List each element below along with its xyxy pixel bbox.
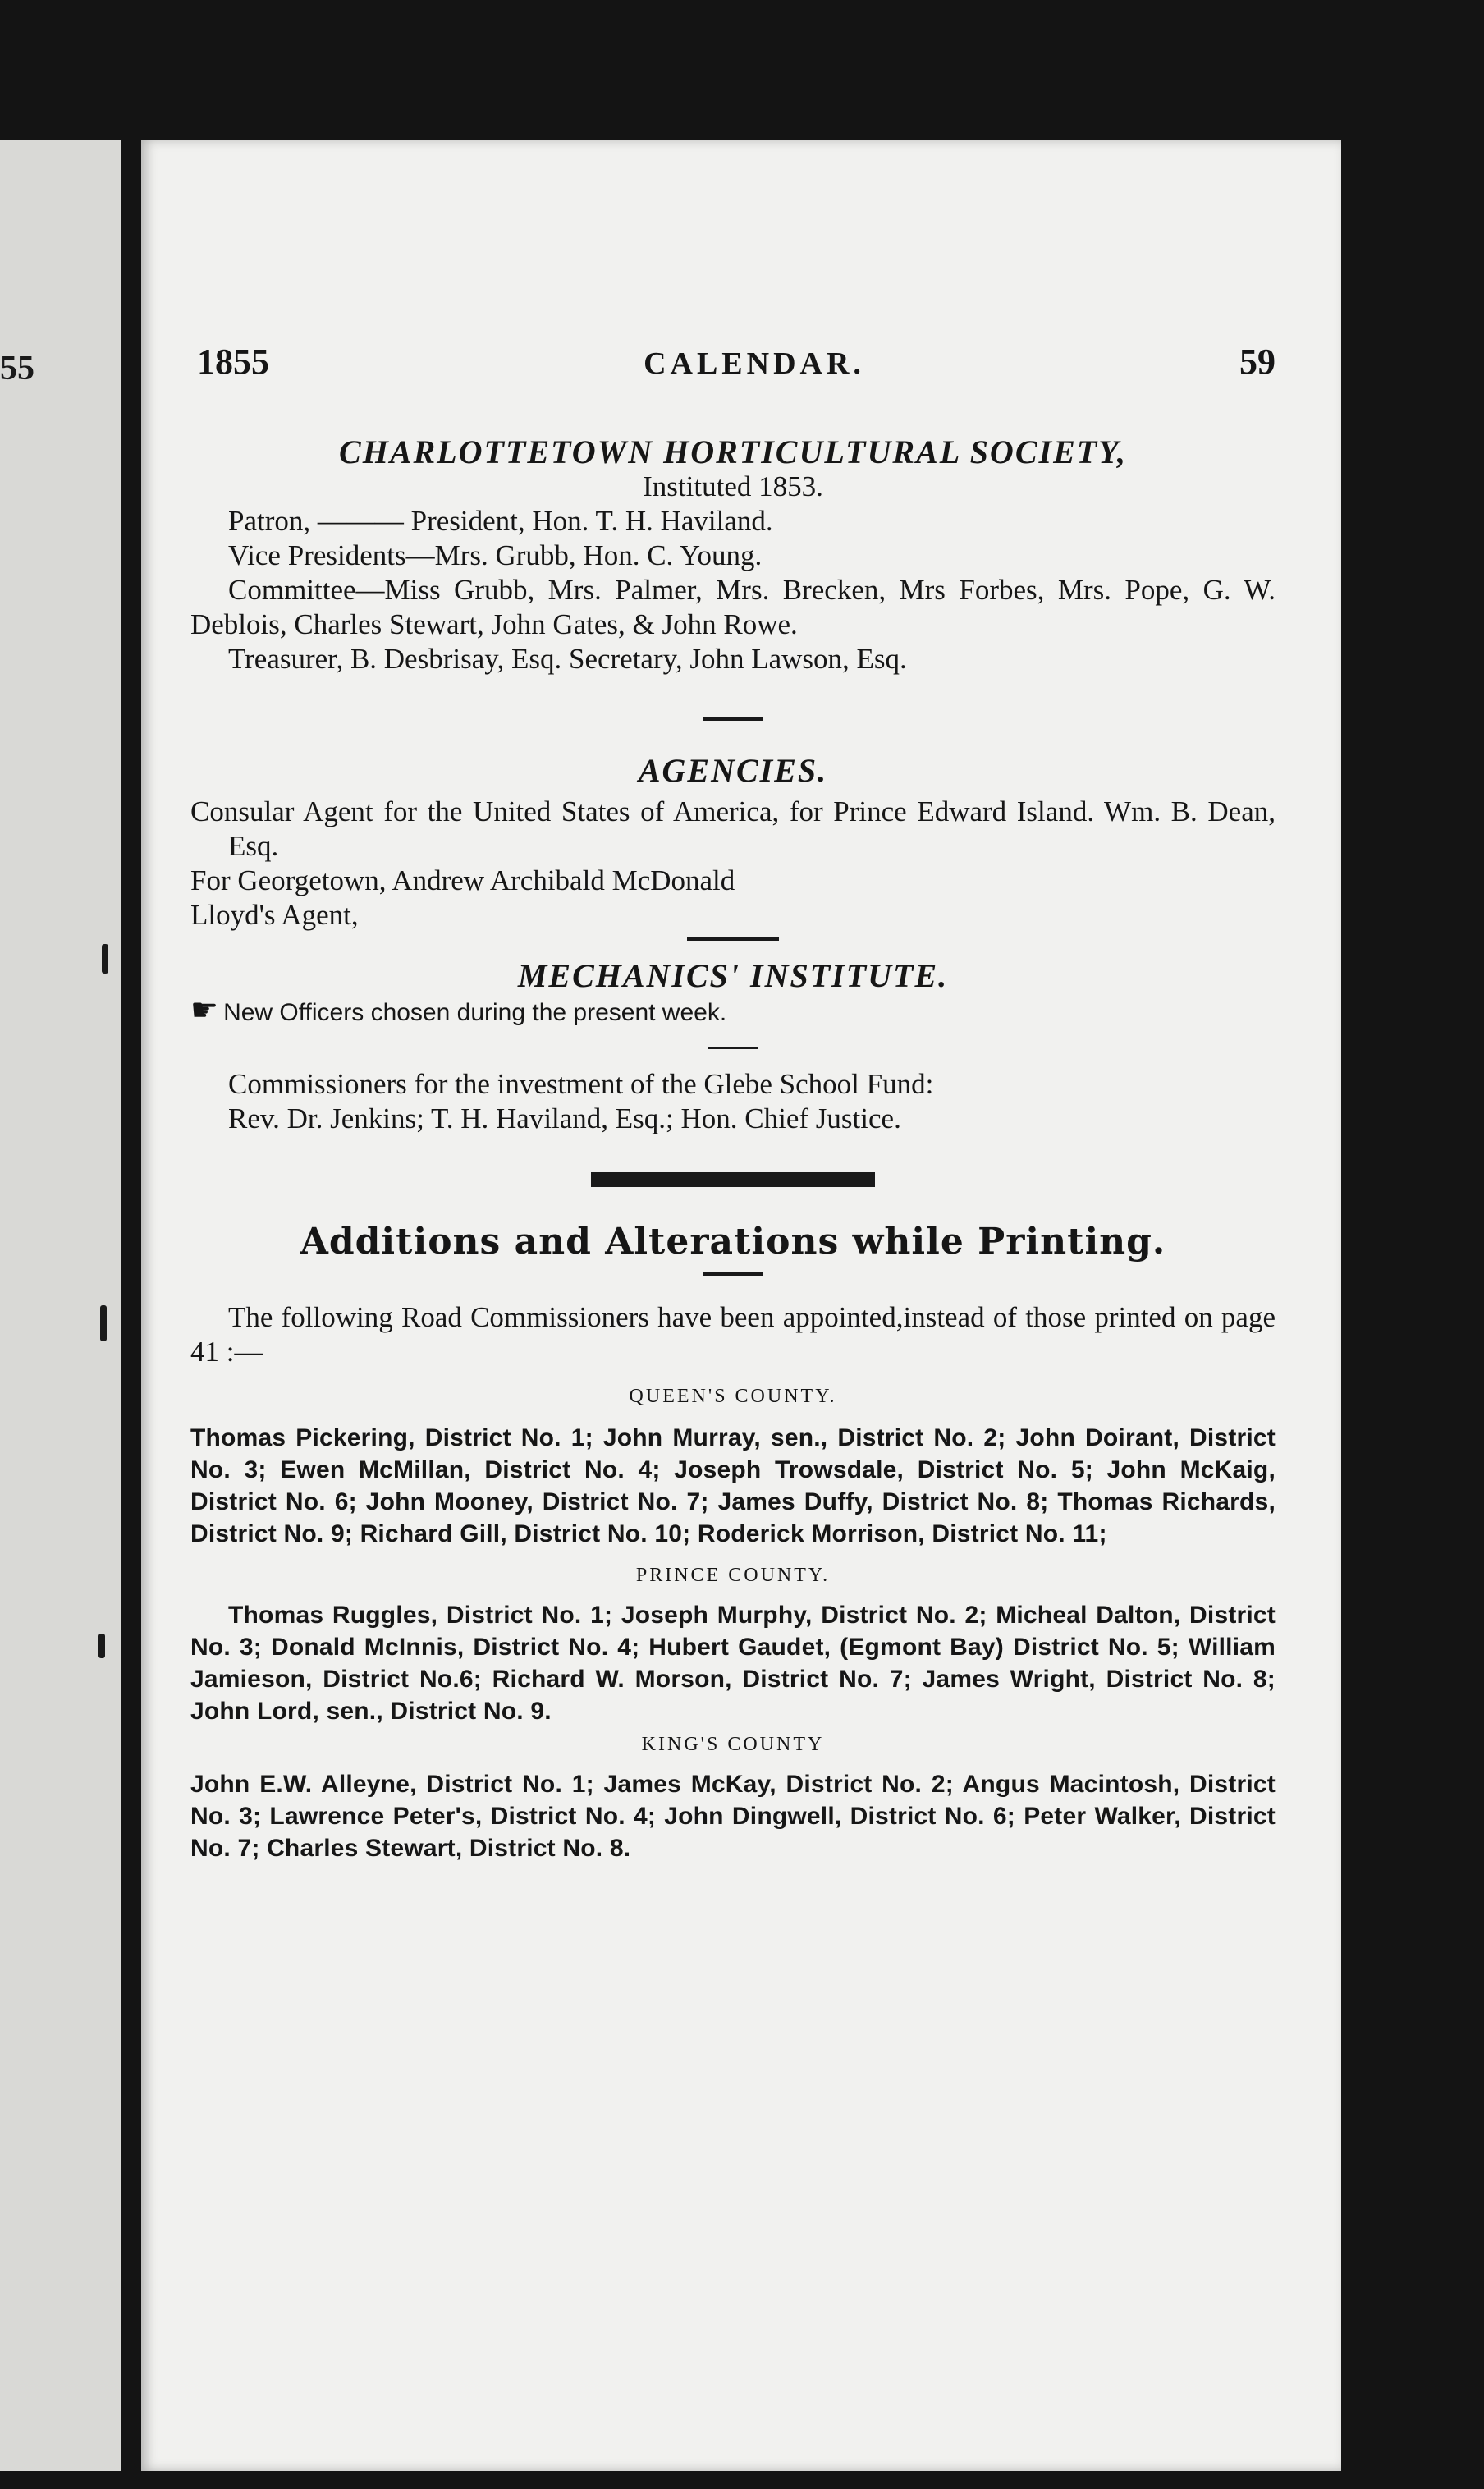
pointing-hand-icon: ☛ [190, 992, 219, 1028]
prince-county-heading: PRINCE COUNTY. [635, 1565, 831, 1586]
agencies-consular: Consular Agent for the United States of America, for Prince Edward Island. Wm. B. Dean, Esq. [190, 795, 1276, 862]
horticultural-instituted: Instituted 1853. [643, 470, 823, 502]
kings-county-list: John E.W. Alleyne, District No. 1; James McKay, District No. 2; Angus Macintosh, District No. 3; Lawrence Peter's, District No. 4; John Dingwell, District No. 6; Peter Walker, District No. 7; Charles Stewart, District No. 8. [190, 1771, 1276, 1862]
book-page [141, 140, 1341, 2471]
binding-mark [100, 1305, 107, 1341]
mechanics-notice: New Officers chosen during the present week. [223, 999, 727, 1026]
left-page-number: 55 [0, 350, 34, 387]
left-page-edge [0, 140, 121, 2471]
agencies-lloyds: Lloyd's Agent, [190, 899, 359, 931]
kings-county-heading: KING'S COUNTY [641, 1734, 825, 1755]
agencies-georgetown: For Georgetown, Andrew Archibald McDonald [190, 864, 735, 896]
binding-mark [102, 944, 108, 974]
queens-county-heading: QUEEN'S COUNTY. [629, 1386, 837, 1407]
horticultural-committee: Committee—Miss Grubb, Mrs. Palmer, Mrs. Brecken, Mrs Forbes, Mrs. Pope, G. W. Deblois, Charles Stewart, John Gates, & John Rowe. [190, 574, 1276, 640]
glebe-line-1: Commissioners for the investment of the Glebe School Fund: [228, 1068, 934, 1100]
mechanics-notice-line [190, 993, 1276, 1029]
additions-heading: Additions and Alterations while Printing. [300, 1221, 1166, 1263]
mechanics-title: MECHANICS' INSTITUTE. [517, 957, 949, 994]
prince-county-list: Thomas Ruggles, District No. 1; Joseph Murphy, District No. 2; Micheal Dalton, District No. 3; Donald McInnis, District No. 4; Hubert Gaudet, (Egmont Bay) District No. 5; William Jamieson, District No.6; Richard W. Morson, District No. 7; James Wright, District No. 8; John Lord, sen., District No. 9. [190, 1602, 1276, 1725]
header-title: CALENDAR. [644, 346, 865, 381]
running-header [197, 341, 1276, 383]
horticultural-title: CHARLOTTETOWN HORTICULTURAL SOCIETY, [339, 433, 1127, 470]
page-content [190, 341, 1276, 1864]
header-page-number: 59 [1239, 341, 1276, 382]
header-year: 1855 [197, 341, 269, 382]
binding-mark [98, 1634, 105, 1658]
horticultural-patron: Patron, ——— President, Hon. T. H. Haviland. [228, 505, 773, 537]
horticultural-treasurer: Treasurer, B. Desbrisay, Esq. Secretary, John Lawson, Esq. [228, 643, 907, 675]
additions-intro: The following Road Commissioners have been appointed,instead of those printed on page 41 :— [190, 1301, 1276, 1368]
queens-county-list: Thomas Pickering, District No. 1; John Murray, sen., District No. 2; John Doirant, District No. 3; Ewen McMillan, District No. 4; Joseph Trowsdale, District No. 5; John McKaig, District No. 6; John Mooney, District No. 7; James Duffy, District No. 8; Thomas Richards, District No. 9; Richard Gill, District No. 10; Roderick Morrison, District No. 11; [190, 1424, 1276, 1547]
heavy-divider [591, 1172, 875, 1187]
glebe-line-2: Rev. Dr. Jenkins; T. H. Haviland, Esq.; Hon. Chief Justice. [228, 1102, 901, 1134]
horticultural-vice-presidents: Vice Presidents—Mrs. Grubb, Hon. C. Young. [228, 539, 763, 571]
agencies-title: AGENCIES. [638, 752, 828, 789]
